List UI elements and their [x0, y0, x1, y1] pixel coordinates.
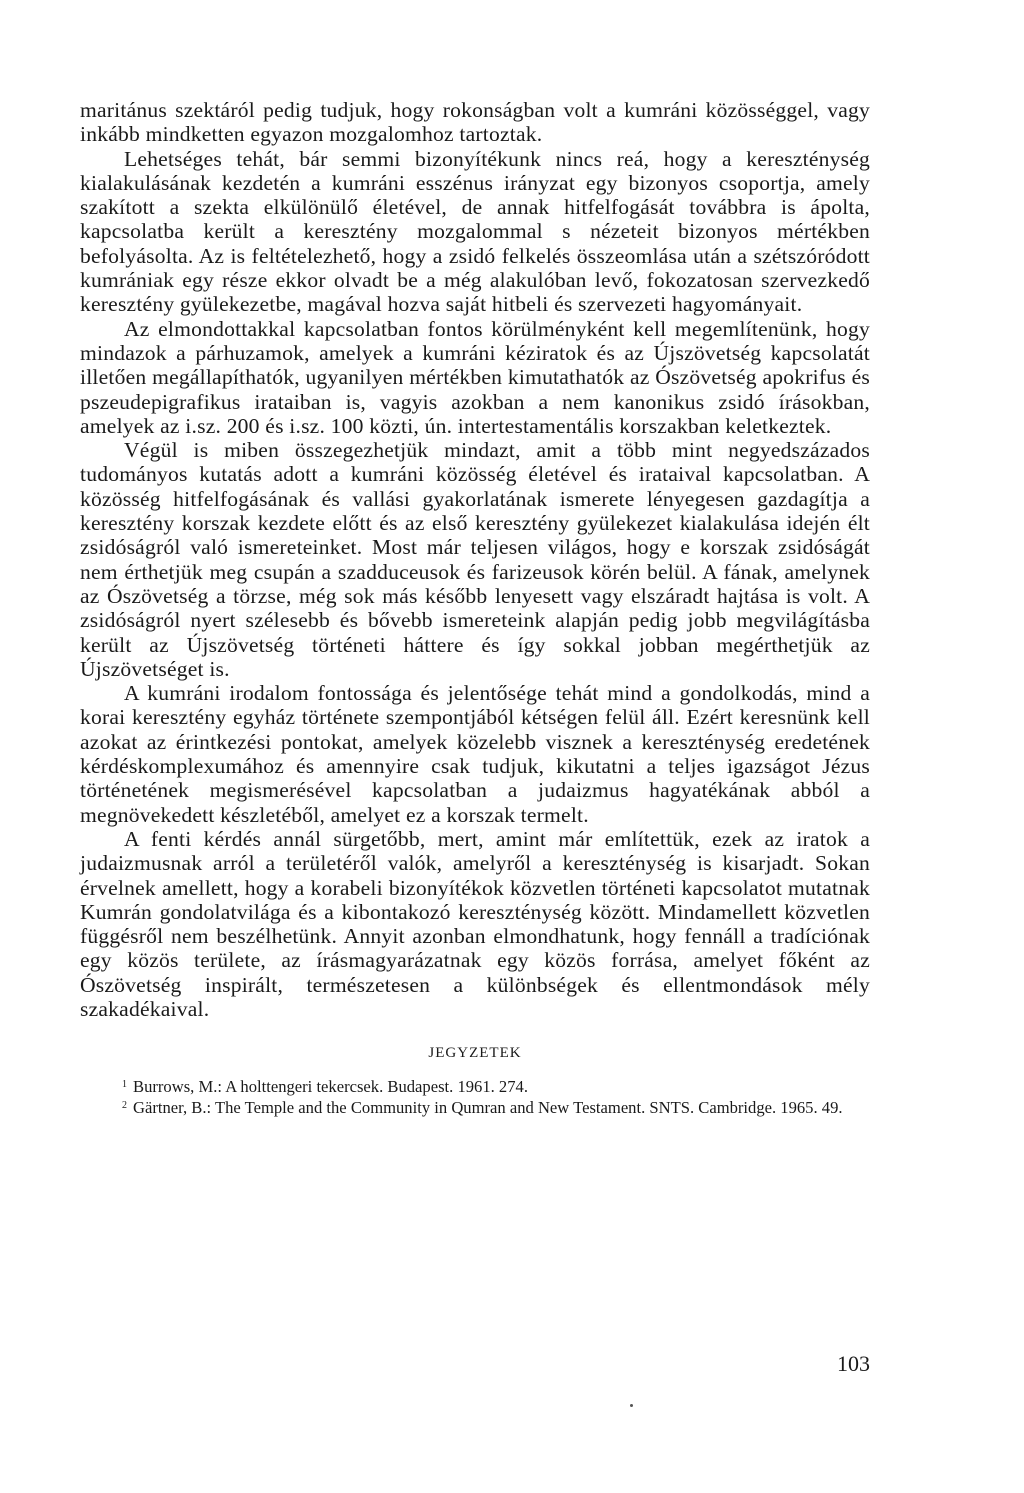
- paragraph-6: [80, 827, 870, 1021]
- page-number: 103: [837, 1351, 870, 1376]
- print-speck: [630, 1404, 633, 1407]
- footnote-1-mark: 1: [122, 1079, 127, 1091]
- paragraph-5-text: A kumráni irodalom fontossága és jelentősége tehát mind a gondolkodás, mind a korai keresztény egyház története szempontjából kétségen felül áll. Ezért keresnünk kell azokat az érintkezési pontokat, amelyek közelebb visznek a kereszténység eredetének kérdéskomplexumához és amennyire csak tudjuk, kikutatni a teljes igazságot Jézus történetének megismerésével kapcsolatban a judaizmus hagyatékának abból a megnövekedett készletéből, amelyet ez a korszak termelt.: [80, 681, 870, 827]
- paragraph-4: [80, 438, 870, 681]
- footnote-2-mark: 2: [122, 1100, 127, 1112]
- paragraph-2: [80, 147, 870, 317]
- paragraph-1-text: maritánus szektáról pedig tudjuk, hogy rokonságban volt a kumráni közösséggel, vagy inkább mindketten egyazon mozgalomhoz tartoztak.: [80, 98, 870, 147]
- paragraph-6-text: A fenti kérdés annál sürgetőbb, mert, amint már említettük, ezek az iratok a judaizmusnak arról a területéről valók, amelyről a kereszténység is kisarjadt. Sokan érvelnek amellett, hogy a korabeli bizonyítékok közvetlen történeti kapcsolatot mutatnak Kumrán gondolatvilága és a kibontakozó kereszténység között. Mindamellett közvetlen függésről nem beszélhetünk. Annyit azonban elmondhatunk, hogy fennáll a tradíciónak egy közös területe, az írásmagyarázatnak egy közös forrása, amelyet főként az Ószövetség inspirált, természetesen a különbségek és ellentmondások mély szakadékaival.: [80, 826, 870, 1021]
- footnote-2-text: Gärtner, B.: The Temple and the Community in Qumran and New Testament. SNTS. Cambridge. 1965. 49.: [133, 1098, 843, 1118]
- footnote-1: [80, 1076, 870, 1097]
- paragraph-2-text: Lehetséges tehát, bár semmi bizonyítékunk nincs reá, hogy a kereszténység kialakulásának kezdetén a kumráni esszénus irányzat egy bizonyos csoportja, amely szakított a szekta elkülönülő életével, de annak hitfelfogását továbbra is ápolta, kapcsolatba került a keresztény mozgalommal s nézeteit bizonyos mértékben befolyásolta. Az is feltételezhető, hogy a zsidó felkelés összeomlása után a szétszóródott kumrániak egy része ekkor olvadt be a még alakulóban levő, fokozatosan szervezkedő keresztény gyülekezetbe, magával hozva saját hitbeli és szervezeti hagyományait.: [80, 146, 870, 317]
- paragraph-3-text: Az elmondottakkal kapcsolatban fontos körülményként kell megemlítenünk, hogy mindazok a párhuzamok, amelyek a kumráni kéziratok és az Újszövetség kapcsolatát illetően megállapíthatók, ugyanilyen mértékben kimutathatók az Ószövetség apokrifus és pszeudepigrafikus irataiban is, vagyis azokban a nem kanonikus zsidó írásokban, amelyek az i.sz. 200 és i.sz. 100 közti, ún. intertestamentális korszakban keletkeztek.: [80, 316, 870, 438]
- paragraph-4-text: Végül is miben összegezhetjük mindazt, amit a több mint negyedszázados tudományos kutatás adott a kumráni közösség életével és irataival kapcsolatban. A közösség hitfelfogásának és vallási gyakorlatának ismerete lényegesen gazdagítja a keresztény korszak kezdete előtt és az első keresztény gyülekezet kialakulása idején élt zsidóságról való ismereteinket. Most már teljesen világos, hogy e korszak zsidóságát nem érthetjük meg csupán a szadduceusok és farizeusok körén belül. A fának, amelynek az Ószövetség a törzse, még sok más később lenyesett vagy elszáradt hajtása is volt. A zsidóságról nyert szélesebb és bővebb ismereteink alapján pedig jobb megvilágításba került az Újszövetség történeti háttere és így sokkal jobban megérthetjük az Újszövetséget is.: [80, 438, 870, 681]
- paragraph-5: [80, 681, 870, 827]
- page-content: [80, 98, 870, 1118]
- footnote-1-text: Burrows, M.: A holttengeri tekercsek. Budapest. 1961. 274.: [133, 1077, 528, 1097]
- paragraph-3: [80, 317, 870, 438]
- footnote-2: [80, 1097, 870, 1118]
- paragraph-1: [80, 98, 870, 147]
- notes-heading: JEGYZETEK: [428, 1045, 522, 1062]
